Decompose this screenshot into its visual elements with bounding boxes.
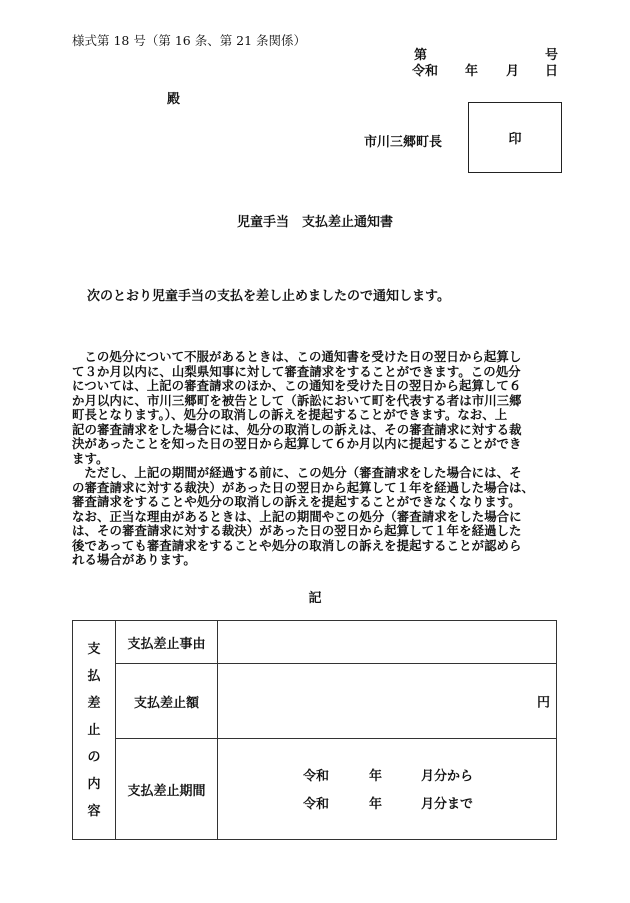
side-label-char: 差	[87, 695, 101, 711]
side-label-cell	[73, 621, 116, 840]
side-label-char: 内	[87, 776, 101, 792]
side-label-char: 払	[87, 668, 101, 684]
appeal-notice	[72, 350, 564, 568]
date-era: 令和	[412, 64, 439, 79]
amount-unit: 円	[536, 695, 550, 711]
period-label: 支払差止期間	[116, 739, 218, 840]
date-year: 年	[465, 64, 479, 79]
side-label-char: の	[87, 749, 101, 765]
amount-label: 支払差止額	[116, 664, 218, 739]
intro-text: 次のとおり児童手当の支払を差し止めましたので通知します。	[87, 289, 450, 304]
side-label-char: 支	[87, 641, 101, 657]
period-to-month: 月分まで	[421, 797, 474, 812]
amount-value-field[interactable]	[218, 664, 557, 739]
addressee-suffix: 殿	[167, 92, 181, 107]
notice-paragraph-2: ただし、上記の期間が経過する前に、この処分（審査請求をした場合には、そ の審査請求に対する裁決）があった日の翌日から起算して１年を経過した場合は、 審査請求をすることや処分の取消しの訴えを提起することができなくなります。 なお、正当な理由があるときは、上記の期間やこの処分（審査請求をした場合に は、その審査請求に対する裁決）があった日の翌日から起算して１年を経過した 後であっても審査請求をすることや処分の取消しの訴えを提起することが認めら れる場合があります。	[72, 465, 535, 567]
suspension-details-table	[72, 620, 557, 840]
period-from-month: 月分から	[421, 769, 474, 784]
document-title: 児童手当 支払差止通知書	[236, 215, 393, 230]
form-number: 様式第 18 号（第 16 条、第 21 条関係）	[72, 33, 307, 48]
period-from-era: 令和	[303, 769, 330, 784]
ki-heading: 記	[308, 591, 322, 606]
date-day: 日	[545, 64, 559, 79]
reason-label: 支払差止事由	[116, 621, 218, 664]
side-label-char: 止	[87, 722, 101, 738]
date-month: 月	[506, 64, 520, 79]
period-to-year: 年	[369, 797, 383, 812]
side-label-char: 容	[87, 803, 101, 819]
doc-number-prefix: 第	[414, 48, 428, 63]
notice-paragraph-1: この処分について不服があるときは、この通知書を受けた日の翌日から起算し て３か月以内に、山梨県知事に対して審査請求をすることができます。この処分 については、上記の審査請求のほか、この通知を受けた日の翌日から起算して６ か月以内に、市川三郷町を被告として（訴訟において町を代表する者は市川三郷 町長となります。）、処分の取消しの訴えを提起することができます。なお、上 記の審査請求をした場合には、処分の取消しの訴えは、その審査請求に対する裁 決があったことを知った日の翌日から起算して６か月以内に提起することができ ます。	[72, 349, 522, 466]
reason-value-field[interactable]	[218, 621, 557, 664]
issuer-name: 市川三郷町長	[364, 135, 443, 150]
doc-number-suffix: 号	[545, 48, 559, 63]
seal-box	[468, 102, 562, 173]
period-from-year: 年	[369, 769, 383, 784]
period-value-field[interactable]	[218, 739, 557, 840]
period-to-era: 令和	[303, 797, 330, 812]
seal-label: 印	[508, 132, 522, 147]
